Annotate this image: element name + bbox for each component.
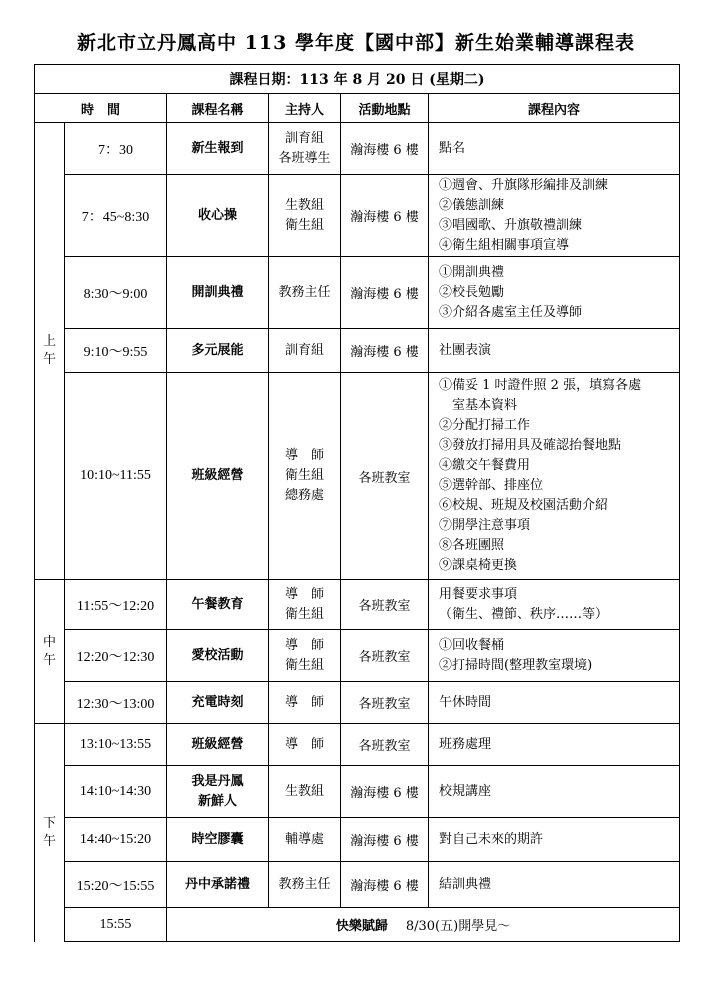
row-course: 開訓典禮 — [167, 257, 269, 329]
row-venue: 瀚海樓 6 樓 — [341, 862, 429, 908]
table-row — [35, 257, 680, 329]
row-time: 7：45~8:30 — [65, 175, 167, 257]
row-content: 校規講座 — [429, 766, 680, 818]
row-course: 多元展能 — [167, 329, 269, 373]
page-title: 新北市立丹鳳高中 113 學年度【國中部】新生始業輔導課程表 — [77, 32, 635, 54]
row-venue: 各班教室 — [341, 373, 429, 580]
row-content: ①回收餐桶 ②打掃時間(整理教室環境) — [429, 630, 680, 682]
table-row — [35, 724, 680, 766]
row-course: 班級經營 — [167, 373, 269, 580]
school-start-note: 8/30(五)開學見～ — [405, 919, 511, 934]
row-time: 8:30～9:00 — [65, 257, 167, 329]
row-host: 訓育組 — [269, 329, 341, 373]
row-host: 生教組 衛生組 — [269, 175, 341, 257]
row-host: 導 師 衛生組 — [269, 580, 341, 630]
row-time: 11:55～12:20 — [65, 580, 167, 630]
period-noon: 中 午 — [35, 580, 65, 724]
row-course: 收心操 — [167, 175, 269, 257]
row-venue: 瀚海樓 6 樓 — [341, 329, 429, 373]
row-time: 12:20～12:30 — [65, 630, 167, 682]
table-row — [35, 818, 680, 862]
row-host: 導 師 衛生組 — [269, 630, 341, 682]
header-venue: 活動地點 — [341, 94, 429, 123]
row-host: 輔導處 — [269, 818, 341, 862]
farewell-text: 快樂賦歸 — [335, 919, 388, 934]
row-content: ①週會、升旗隊形編排及訓練 ②儀態訓練 ③唱國歌、升旗敬禮訓練 ④衛生組相關事項宣導 — [429, 175, 680, 257]
row-content: 午休時間 — [429, 682, 680, 724]
row-time: 7：30 — [65, 123, 167, 175]
table-row — [35, 630, 680, 682]
header-host: 主持人 — [269, 94, 341, 123]
row-course: 愛校活動 — [167, 630, 269, 682]
course-date: 課程日期：113 年 8 月 20 日 (星期二) — [35, 65, 680, 94]
row-course: 丹中承諾禮 — [167, 862, 269, 908]
table-row — [35, 123, 680, 175]
table-row — [35, 862, 680, 908]
row-time: 9:10～9:55 — [65, 329, 167, 373]
row-content: ①備妥 1 吋證件照 2 張，填寫各處 室基本資料 ②分配打掃工作 ③發放打掃用具及確認抬餐地點 ④繳交午餐費用 ⑤選幹部、排座位 ⑥校規、班規及校園活動介紹 ⑦開學注意事項 ⑧各班團照 ⑨課桌椅更換 — [429, 373, 680, 580]
schedule-table — [34, 64, 680, 942]
row-time: 14:10~14:30 — [65, 766, 167, 818]
row-venue: 各班教室 — [341, 630, 429, 682]
table-row — [35, 682, 680, 724]
table-row — [35, 766, 680, 818]
final-time: 15:55 — [65, 908, 167, 942]
row-host: 導 師 — [269, 724, 341, 766]
row-venue: 各班教室 — [341, 724, 429, 766]
row-venue: 瀚海樓 6 樓 — [341, 818, 429, 862]
row-host: 教務主任 — [269, 862, 341, 908]
row-venue: 瀚海樓 6 樓 — [341, 175, 429, 257]
header-time: 時 間 — [35, 94, 167, 123]
header-content: 課程內容 — [429, 94, 680, 123]
row-time: 12:30～13:00 — [65, 682, 167, 724]
final-row — [35, 908, 680, 942]
row-venue: 瀚海樓 6 樓 — [341, 257, 429, 329]
row-content: 對自己未來的期許 — [429, 818, 680, 862]
row-course: 班級經營 — [167, 724, 269, 766]
row-course: 時空膠囊 — [167, 818, 269, 862]
row-host: 導 師 — [269, 682, 341, 724]
row-course: 新生報到 — [167, 123, 269, 175]
row-venue: 瀚海樓 6 樓 — [341, 766, 429, 818]
row-course: 充電時刻 — [167, 682, 269, 724]
table-row — [35, 373, 680, 580]
row-host: 導 師 衛生組 總務處 — [269, 373, 341, 580]
row-content: 點名 — [429, 123, 680, 175]
row-content: ①開訓典禮 ②校長勉勵 ③介紹各處室主任及導師 — [429, 257, 680, 329]
row-time: 10:10~11:55 — [65, 373, 167, 580]
row-time: 15:20～15:55 — [65, 862, 167, 908]
row-venue: 各班教室 — [341, 682, 429, 724]
final-message — [167, 908, 680, 942]
period-morning: 上 午 — [35, 123, 65, 580]
date-row — [35, 65, 680, 94]
table-row — [35, 175, 680, 257]
row-content: 結訓典禮 — [429, 862, 680, 908]
header-row — [35, 94, 680, 123]
row-content: 用餐要求事項 （衛生、禮節、秩序……等） — [429, 580, 680, 630]
row-course: 我是丹鳳 新鮮人 — [167, 766, 269, 818]
row-host: 生教組 — [269, 766, 341, 818]
row-time: 13:10~13:55 — [65, 724, 167, 766]
row-content: 社團表演 — [429, 329, 680, 373]
header-course: 課程名稱 — [167, 94, 269, 123]
row-venue: 瀚海樓 6 樓 — [341, 123, 429, 175]
row-venue: 各班教室 — [341, 580, 429, 630]
row-time: 14:40~15:20 — [65, 818, 167, 862]
row-content: 班務處理 — [429, 724, 680, 766]
period-afternoon: 下 午 — [35, 724, 65, 942]
table-row — [35, 580, 680, 630]
row-course: 午餐教育 — [167, 580, 269, 630]
row-host: 教務主任 — [269, 257, 341, 329]
row-host: 訓育組 各班導生 — [269, 123, 341, 175]
table-row — [35, 329, 680, 373]
